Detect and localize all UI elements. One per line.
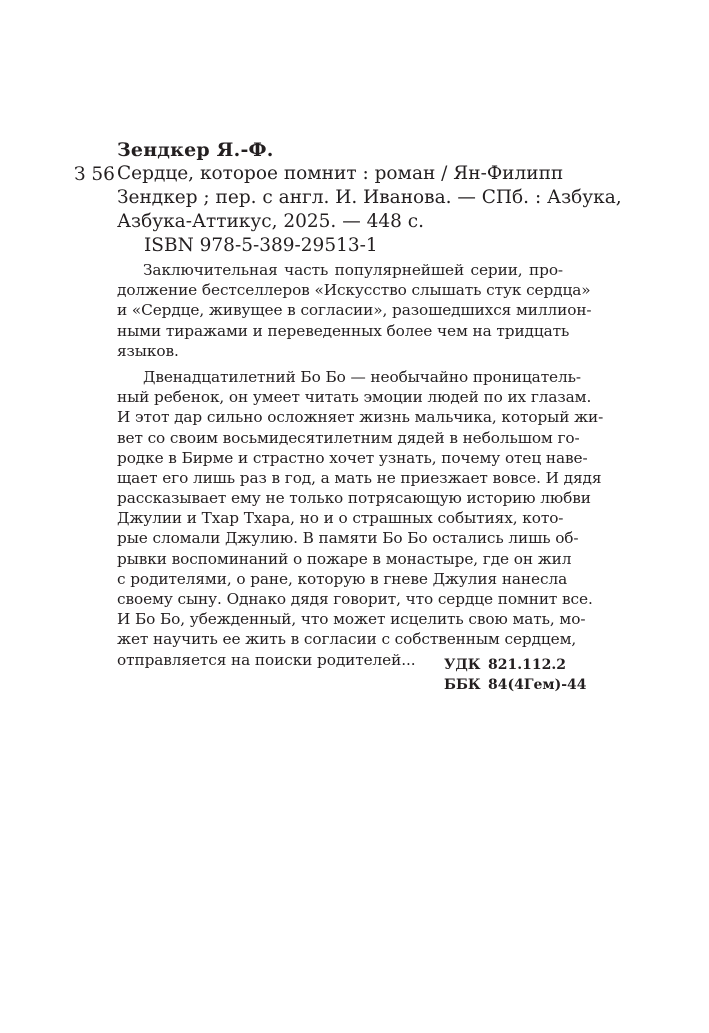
annotation-line: жет научить ее жить в согласии с собственным сердцем, (117, 630, 577, 649)
annotation-line: с родителями, о ране, которую в гневе Джулия нанесла (117, 569, 568, 588)
annotation-line: рассказывает ему не только потрясающую историю любви (117, 489, 591, 508)
udk-value: 821.112.2 (488, 657, 566, 673)
annotation-line: Джулии и Тхар Тхара, но и о страшных событиях, кото- (117, 509, 564, 528)
udk-index (444, 657, 569, 673)
annotation-line: Двенадцатилетний Бо Бо — необычайно проницатель- (143, 367, 581, 386)
annotation-line: отправляется на поиски родителей... (117, 650, 416, 669)
annotation-line: рывки воспоминаний о пожаре в монастыре, где он жил (117, 549, 572, 568)
annotation-line: И этот дар сильно осложняет жизнь мальчика, который жи- (117, 408, 604, 427)
annotation (117, 260, 604, 670)
annotation-line: должение бестселлеров «Искусство слышать стук сердца» (117, 281, 591, 300)
annotation-line: щает его лишь раз в год, а мать не приезжает вовсе. И дядя (117, 468, 602, 487)
bib-line: Азбука-Аттикус, 2025. — 448 с. (117, 211, 425, 232)
udk-label: УДК (444, 657, 481, 673)
annotation-line: ный ребенок, он умеет читать эмоции людей по их глазам. (117, 388, 592, 407)
author-heading: Зендкер Я.-Ф. (117, 139, 274, 161)
annotation-line: и «Сердце, живущее в согласии», разошедшихся миллион- (117, 301, 592, 320)
annotation-line: родке в Бирме и страстно хочет узнать, почему отец наве- (117, 448, 588, 467)
bibliographic-description (117, 162, 622, 234)
bbk-index (444, 677, 587, 693)
isbn: ISBN 978-5-389-29513-1 (144, 235, 378, 256)
bib-line: Зендкер ; пер. с англ. И. Иванова. — СПб. : Азбука, (117, 187, 622, 208)
bbk-label: ББК (444, 677, 481, 693)
annotation-line: своему сыну. Однако дядя говорит, что сердце помнит все. (117, 590, 593, 608)
annotation-line: языков. (117, 341, 179, 360)
author-sign-code: З 56 (74, 164, 115, 185)
annotation-line: рые сломали Джулию. В памяти Бо Бо остались лишь об- (117, 529, 579, 548)
annotation-line: ными тиражами и переведенных более чем на тридцать (117, 321, 570, 340)
annotation-line: вет со своим восьмидесятилетним дядей в небольшом го- (117, 428, 580, 447)
annotation-line: И Бо Бо, убежденный, что может исцелить свою мать, мо- (117, 610, 586, 629)
annotation-line: Заключительная часть популярнейшей серии, про- (143, 261, 563, 279)
bbk-value: 84(4Гем)-44 (488, 677, 587, 693)
bib-line: Сердце, которое помнит : роман / Ян-Филипп (117, 163, 564, 184)
